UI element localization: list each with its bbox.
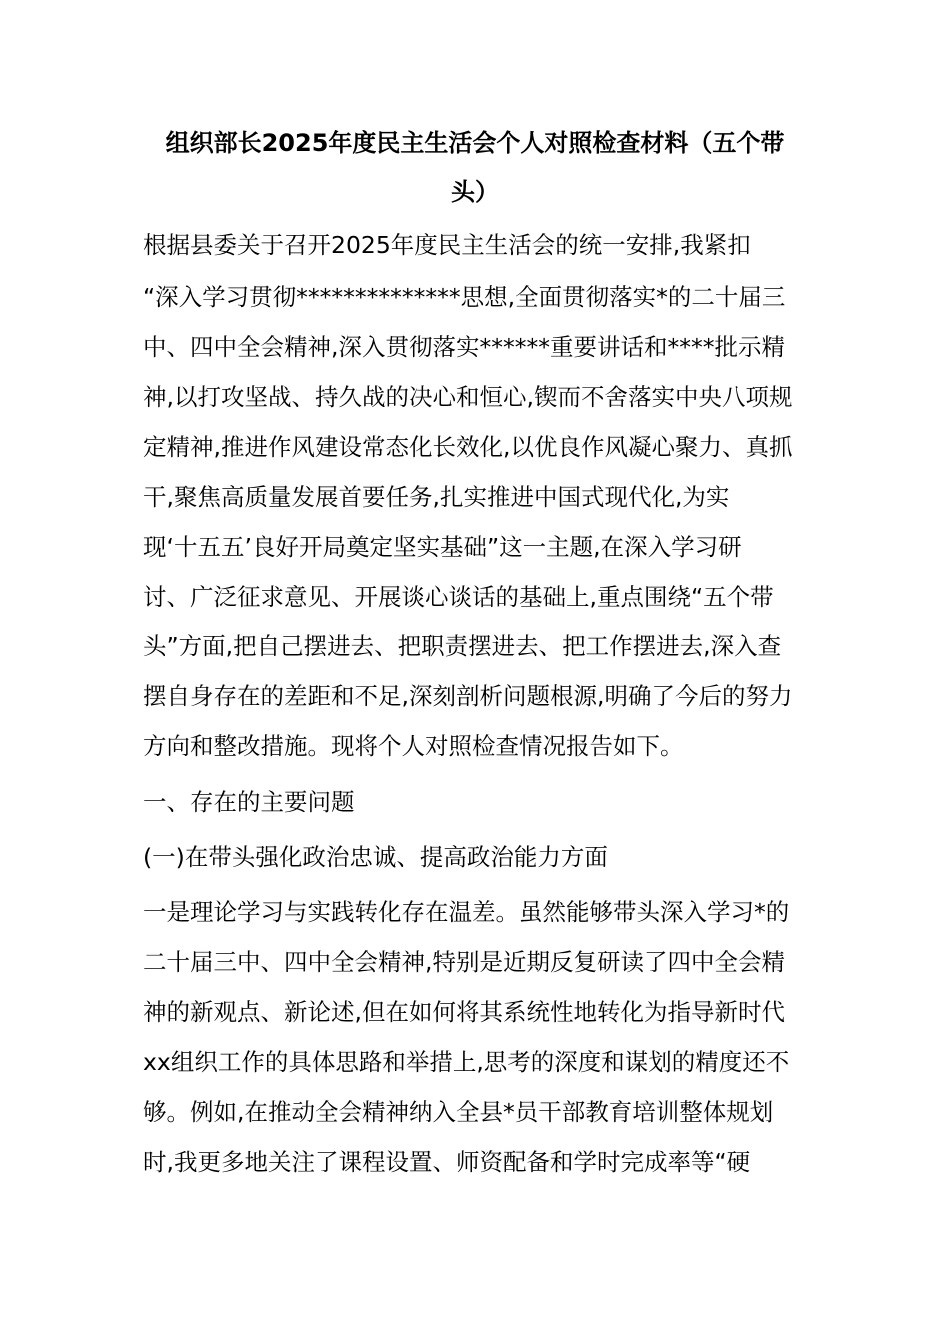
body-line-11: 方向和整改措施。现将个人对照检查情况报告如下。	[143, 732, 684, 760]
body-line-2: “深入学习贯彻**************思想,全面贯彻落实*的二十届三	[143, 283, 786, 311]
document-title-line-2: 头）	[451, 178, 499, 206]
subsection-heading-political-loyalty: (一)在带头强化政治忠诚、提高政治能力方面	[143, 843, 608, 871]
body-line-16: 够。例如,在推动全会精神纳入全县*员干部教育培训整体规划	[143, 1098, 774, 1126]
body-line-10: 摆自身存在的差距和不足,深刻剖析问题根源,明确了今后的努力	[143, 682, 793, 710]
section-heading-main-problems: 一、存在的主要问题	[143, 788, 355, 816]
body-line-7: 现‘十五五’良好开局奠定坚实基础”这一主题,在深入学习研	[143, 533, 742, 561]
body-line-8: 讨、广泛征求意见、开展谈心谈话的基础上,重点围绕“五个带	[143, 583, 774, 611]
body-line-14: 神的新观点、新论述,但在如何将其系统性地转化为指导新时代	[143, 998, 785, 1026]
body-line-12: 一是理论学习与实践转化存在温差。虽然能够带头深入学习*的	[143, 898, 790, 926]
body-line-1: 根据县委关于召开2025年度民主生活会的统一安排,我紧扣	[143, 231, 751, 259]
body-line-15: xx组织工作的具体思路和举措上,思考的深度和谋划的精度还不	[143, 1048, 790, 1076]
body-line-5: 定精神,推进作风建设常态化长效化,以优良作风凝心聚力、真抓	[143, 433, 793, 461]
body-line-17: 时,我更多地关注了课程设置、师资配备和学时完成率等“硬	[143, 1148, 751, 1176]
document-title-line-1: 组织部长2025年度民主生活会个人对照检查材料（五个带	[165, 129, 785, 157]
body-line-4: 神,以打攻坚战、持久战的决心和恒心,锲而不舍落实中央八项规	[143, 383, 793, 411]
body-line-3: 中、四中全会精神,深入贯彻落实******重要讲话和****批示精	[143, 333, 785, 361]
body-line-6: 干,聚焦高质量发展首要任务,扎实推进中国式现代化,为实	[143, 483, 730, 511]
body-line-13: 二十届三中、四中全会精神,特别是近期反复研读了四中全会精	[143, 948, 785, 976]
body-line-9: 头”方面,把自己摆进去、把职责摆进去、把工作摆进去,深入查	[143, 632, 782, 660]
